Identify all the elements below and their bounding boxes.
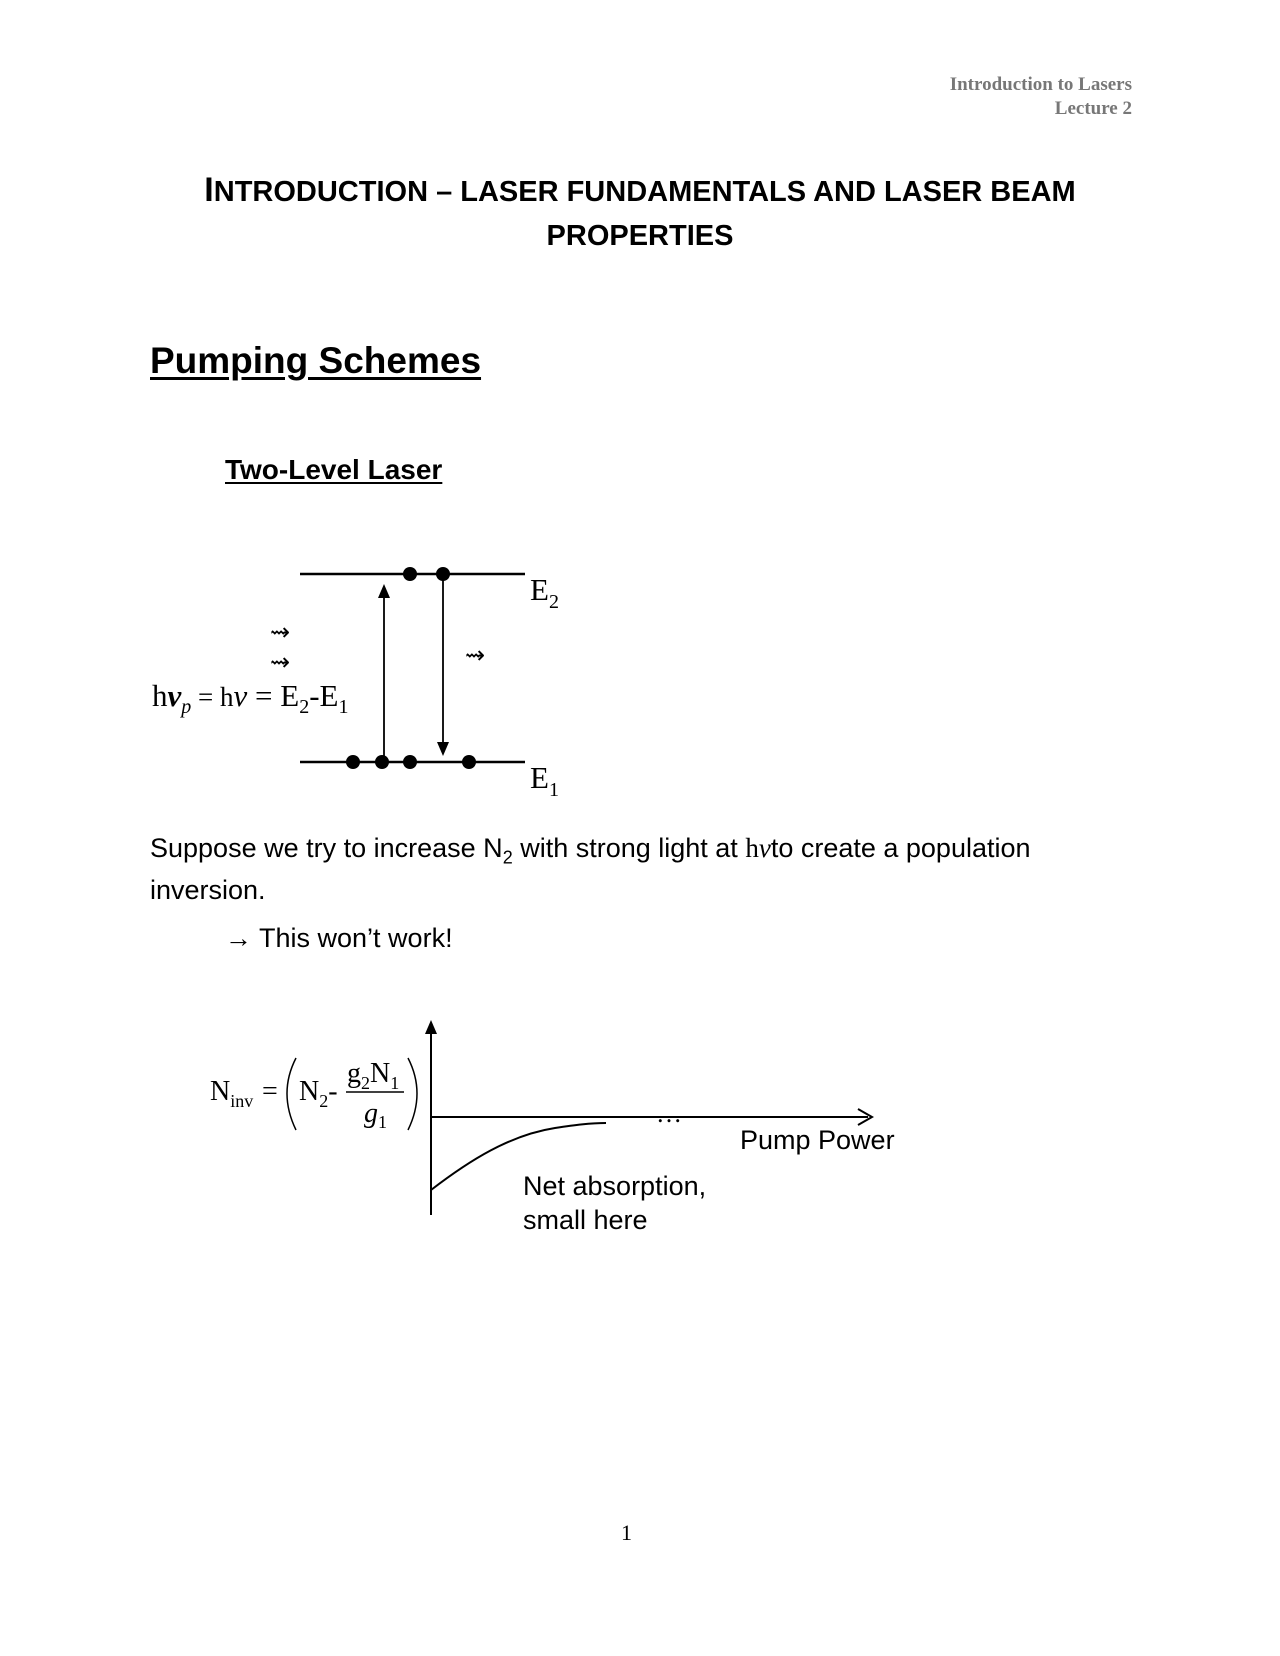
left-parenthesis: [287, 1058, 296, 1130]
incoming-photon-icon: ⇝: [270, 620, 291, 646]
lower-electron: [403, 755, 417, 769]
title-line-2: PROPERTIES: [546, 220, 734, 252]
upper-level-label: $E_2$: [530, 572, 559, 613]
lower-electron: [462, 755, 476, 769]
title-line-1-rest: NTRODUCTION – LASER FUNDAMENTALS AND LASER BEAM: [213, 176, 1076, 208]
paragraph-line-1: Suppose we try to increase $N_2$ with strong light at hνto create a population: [150, 833, 1031, 868]
right-arrow-icon: →: [225, 923, 252, 953]
lower-electron: [375, 755, 389, 769]
note-line: [225, 922, 453, 955]
right-parenthesis: [408, 1058, 417, 1130]
upper-electron: [403, 567, 417, 581]
fraction-numerator: $g_2N_1$: [347, 1058, 400, 1093]
document-title: [150, 168, 1130, 258]
header-lecture: Lecture 2: [1054, 98, 1132, 119]
absorption-arrowhead: [378, 584, 390, 598]
emitted-photon-icon: ⇝: [465, 643, 486, 669]
lower-level-label: $E_1$: [530, 760, 559, 801]
paragraph-line-2: inversion.: [150, 875, 266, 906]
y-axis-arrowhead: [425, 1020, 437, 1034]
title-line-1: [150, 168, 1130, 214]
annotation-line-2: small here: [523, 1205, 648, 1235]
note-text: This won’t work!: [259, 923, 453, 953]
explanation-paragraph: [150, 832, 1150, 907]
continuation-ellipsis: …: [656, 1099, 682, 1128]
section-heading: Pumping Schemes: [150, 340, 482, 381]
title-first-letter: I: [204, 171, 214, 209]
ninv-label: $N_{inv}$ =: [210, 1076, 278, 1111]
photon-energy-equation: $h\nu_p = h\nu = E_2-E_1$: [152, 678, 349, 718]
page-number: 1: [621, 1520, 632, 1545]
incoming-photon-icon: ⇝: [270, 650, 291, 676]
upper-electron: [436, 567, 450, 581]
emission-arrowhead: [437, 742, 449, 756]
x-axis-label: Pump Power: [740, 1125, 895, 1155]
header-course: Introduction to Lasers: [949, 74, 1132, 95]
sub-heading: Two-Level Laser: [225, 454, 443, 485]
lower-electron: [346, 755, 360, 769]
annotation-line-1: Net absorption,: [523, 1171, 707, 1201]
fraction-denominator: $g_1$: [364, 1098, 387, 1132]
n2-term: $N_2-$: [299, 1076, 338, 1111]
energy-level-diagram: [0, 540, 640, 810]
